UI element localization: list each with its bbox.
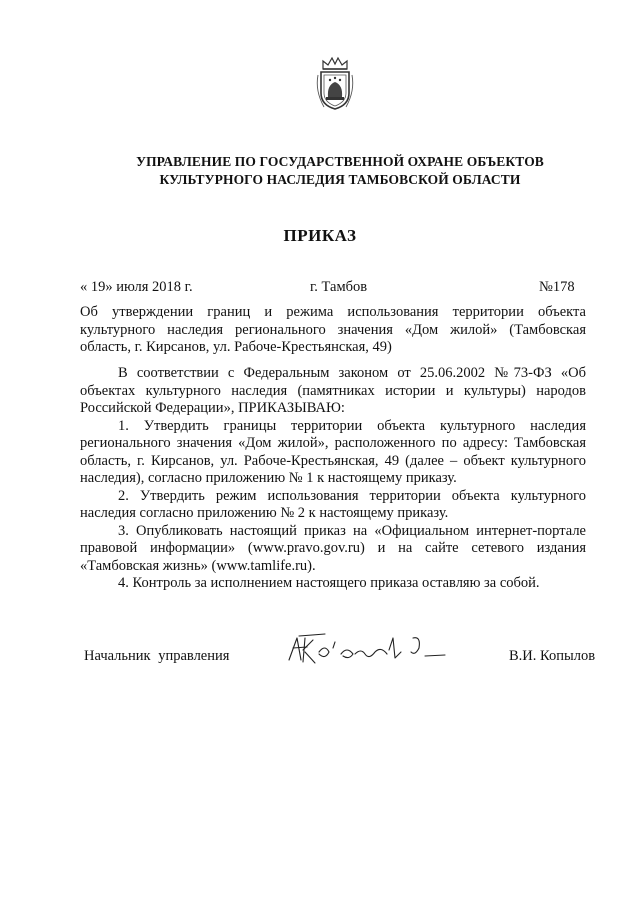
agency-name <box>100 153 580 189</box>
document-body <box>80 365 586 593</box>
document-city: г. Тамбов <box>310 279 368 295</box>
agency-name-line1: УПРАВЛЕНИЕ ПО ГОСУДАРСТВЕННОЙ ОХРАНЕ ОБЪЕКТОВ <box>136 154 544 169</box>
order-item-1: 1. Утвердить границы территории объекта культурного наследия регионального значения «Дом жилой», расположенного по адресу: Тамбовская область, г. Кирсанов, ул. Рабоче-Крестьянская, 49 (далее – объект культурного наследия), согласно приложению № 1 к настоящему приказу. <box>80 417 586 486</box>
tambov-coat-of-arms-icon <box>314 55 356 111</box>
document-title: ПРИКАЗ <box>283 226 357 245</box>
preamble-paragraph: В соответствии с Федеральным законом от 25.06.2002 №73-ФЗ «Об объектах культурного наследия (памятниках истории и культуры) народов Российской Федерации», ПРИКАЗЫВАЮ: <box>80 365 586 416</box>
document-date: « 19» июля 2018 г. <box>80 279 193 295</box>
order-item-4: 4. Контроль за исполнением настоящего приказа оставляю за собой. <box>118 575 540 591</box>
document-subject: Об утверждении границ и режима использования территории объекта культурного наследия регионального значения «Дом жилой» (Тамбовская область, г. Кирсанов, ул. Рабоче-Крестьянская, 49) <box>80 304 586 355</box>
order-item-2: 2. Утвердить режим использования территории объекта культурного наследия согласно приложению № 2 к настоящему приказу. <box>80 487 586 521</box>
order-item-3: 3. Опубликовать настоящий приказ на «Официальном интернет-портале правовой информации» (www.pravo.gov.ru) и на сайте сетевого издания «Тамбовская жизнь» (www.tamlife.ru). <box>80 522 586 574</box>
signer-position: Начальник управления <box>84 648 230 664</box>
handwritten-signature-icon <box>285 630 460 670</box>
document-number: №178 <box>539 279 575 295</box>
signer-name: В.И. Копылов <box>509 648 596 664</box>
agency-name-line2: КУЛЬТУРНОГО НАСЛЕДИЯ ТАМБОВСКОЙ ОБЛАСТИ <box>159 172 521 187</box>
